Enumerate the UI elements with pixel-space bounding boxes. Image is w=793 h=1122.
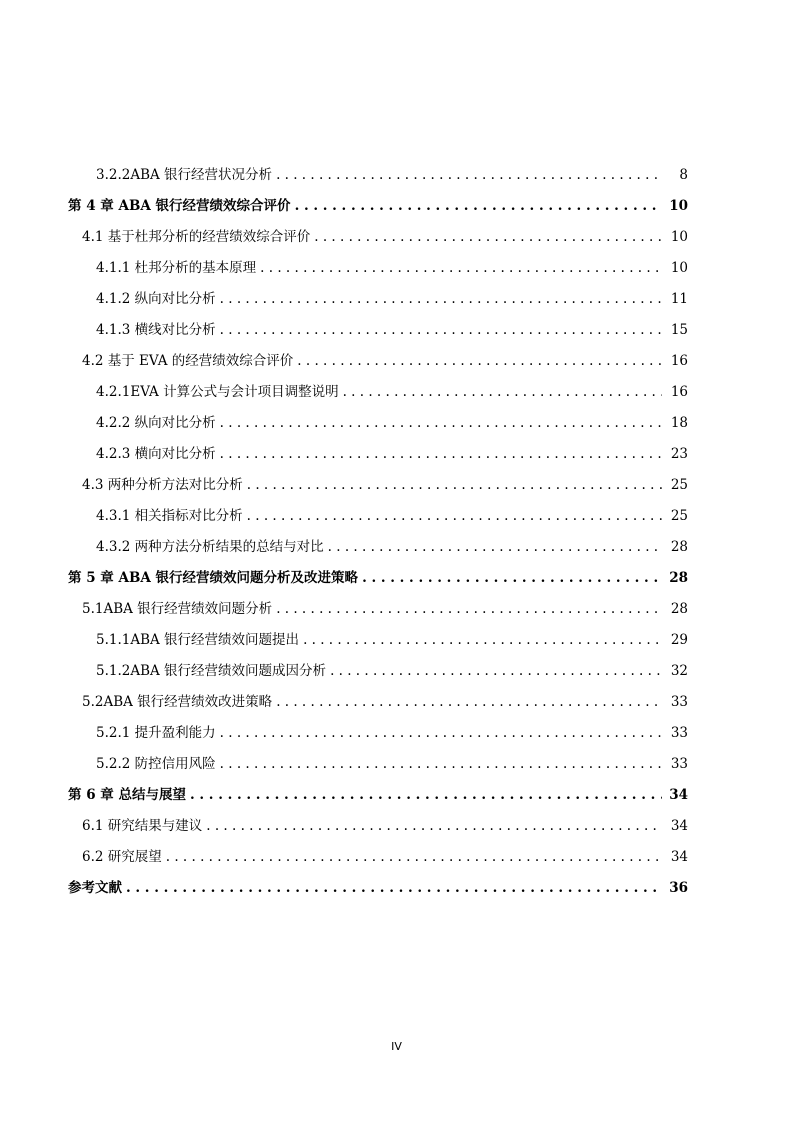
toc-entry-page: 34 [670, 849, 688, 865]
toc-entry[interactable] [0, 501, 793, 532]
toc-entry-title: 6.2 研究展望 [82, 849, 162, 865]
dot-leader [206, 811, 662, 842]
toc-entry[interactable] [0, 284, 793, 315]
toc-entry-page: 29 [670, 632, 688, 648]
toc-entry-page: 28 [670, 601, 688, 617]
toc-entry-page: 18 [670, 415, 688, 431]
page-number: IV [391, 1040, 402, 1053]
toc-entry-title: 5.2.2 防控信用风险 [96, 756, 216, 772]
toc-entry-page: 25 [670, 477, 688, 493]
dot-leader [220, 408, 662, 439]
toc-entry[interactable] [0, 160, 793, 191]
toc-entry[interactable] [0, 749, 793, 780]
dot-leader [247, 501, 662, 532]
toc-entry-title: 参考文献 [68, 880, 122, 896]
toc-entry-page: 32 [670, 663, 688, 679]
toc-entry-title: 4.3 两种分析方法对比分析 [82, 477, 243, 493]
toc-entry-page: 10 [669, 198, 688, 214]
toc-entry-title: 5.1.1ABA 银行经营绩效问题提出 [96, 632, 300, 648]
dot-leader [220, 284, 662, 315]
toc-entry-page: 36 [669, 880, 688, 896]
dot-leader [220, 315, 662, 346]
toc-entry[interactable] [0, 594, 793, 625]
toc-entry-page: 28 [670, 539, 688, 555]
toc-entry-title: 6.1 研究结果与建议 [82, 818, 203, 834]
toc-entry-title: 5.1ABA 银行经营绩效问题分析 [82, 601, 273, 617]
toc-entry[interactable] [0, 656, 793, 687]
dot-leader [330, 656, 662, 687]
toc-entry[interactable] [0, 439, 793, 470]
dot-leader [220, 439, 662, 470]
toc-entry-page: 8 [679, 167, 688, 183]
toc-entry-title: 5.1.2ABA 银行经营绩效问题成因分析 [96, 663, 327, 679]
toc-entry[interactable] [0, 315, 793, 346]
toc-entry-title: 4.3.1 相关指标对比分析 [96, 508, 243, 524]
toc-entry[interactable] [0, 346, 793, 377]
toc-entry[interactable] [0, 470, 793, 501]
dot-leader [297, 346, 662, 377]
toc-entry-page: 33 [670, 756, 688, 772]
toc-entry-title: 第 5 章 ABA 银行经营绩效问题分析及改进策略 [68, 570, 359, 586]
dot-leader [260, 253, 662, 284]
toc-entry-page: 10 [670, 260, 688, 276]
dot-leader [328, 532, 662, 563]
toc-entry-title: 4.2 基于 EVA 的经营绩效综合评价 [82, 353, 294, 369]
toc-entry-page: 25 [670, 508, 688, 524]
dot-leader [220, 718, 662, 749]
toc-entry-title: 第 6 章 总结与展望 [68, 787, 186, 803]
toc-entry[interactable] [0, 563, 793, 594]
toc-entry-page: 34 [670, 818, 688, 834]
toc-entry[interactable] [0, 811, 793, 842]
dot-leader [343, 377, 662, 408]
dot-leader [276, 687, 662, 718]
toc-entry-page: 33 [670, 694, 688, 710]
dot-leader [247, 470, 662, 501]
toc-entry[interactable] [0, 532, 793, 563]
toc-entry[interactable] [0, 377, 793, 408]
toc-entry-title: 5.2ABA 银行经营绩效改进策略 [82, 694, 273, 710]
toc-entry-title: 4.3.2 两种方法分析结果的总结与对比 [96, 539, 324, 555]
dot-leader [314, 222, 662, 253]
toc-entry[interactable] [0, 625, 793, 656]
table-of-contents [0, 160, 793, 904]
toc-entry-title: 4.2.2 纵向对比分析 [96, 415, 216, 431]
toc-entry-page: 15 [670, 322, 688, 338]
toc-entry-page: 23 [670, 446, 688, 462]
toc-entry-title: 4.2.1EVA 计算公式与会计项目调整说明 [96, 384, 339, 400]
toc-entry-title: 4.1.2 纵向对比分析 [96, 291, 216, 307]
toc-entry-page: 33 [670, 725, 688, 741]
toc-entry[interactable] [0, 408, 793, 439]
toc-entry[interactable] [0, 191, 793, 222]
toc-entry[interactable] [0, 873, 793, 904]
toc-entry[interactable] [0, 718, 793, 749]
toc-entry-page: 16 [670, 384, 688, 400]
dot-leader [362, 563, 662, 594]
dot-leader [276, 160, 662, 191]
dot-leader [220, 749, 662, 780]
toc-entry[interactable] [0, 253, 793, 284]
toc-entry-page: 11 [670, 291, 688, 307]
toc-entry-page: 10 [670, 229, 688, 245]
toc-entry-title: 3.2.2ABA 银行经营状况分析 [96, 167, 273, 183]
toc-entry-title: 4.2.3 横向对比分析 [96, 446, 216, 462]
toc-entry[interactable] [0, 222, 793, 253]
dot-leader [166, 842, 662, 873]
toc-entry-page: 16 [670, 353, 688, 369]
toc-entry[interactable] [0, 780, 793, 811]
toc-entry-page: 34 [669, 787, 688, 803]
dot-leader [303, 625, 662, 656]
dot-leader [126, 873, 662, 904]
toc-entry[interactable] [0, 687, 793, 718]
toc-entry-page: 28 [669, 570, 688, 586]
toc-entry-title: 第 4 章 ABA 银行经营绩效综合评价 [68, 198, 291, 214]
dot-leader [295, 191, 662, 222]
toc-entry[interactable] [0, 842, 793, 873]
toc-entry-title: 5.2.1 提升盈利能力 [96, 725, 216, 741]
dot-leader [276, 594, 662, 625]
dot-leader [190, 780, 662, 811]
toc-entry-title: 4.1 基于杜邦分析的经营绩效综合评价 [82, 229, 311, 245]
toc-entry-title: 4.1.3 横线对比分析 [96, 322, 216, 338]
toc-entry-title: 4.1.1 杜邦分析的基本原理 [96, 260, 257, 276]
